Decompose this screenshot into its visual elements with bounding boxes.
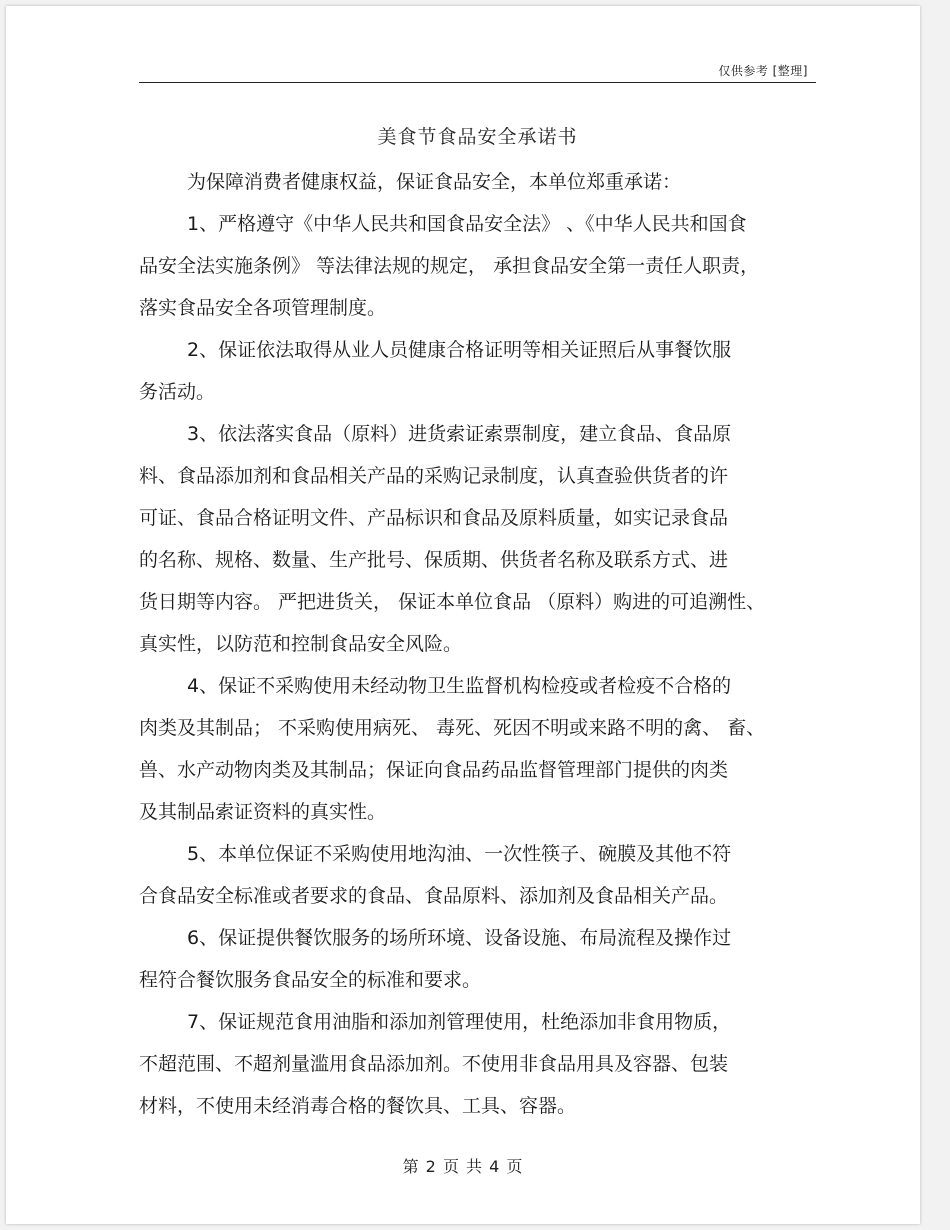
document-page — [6, 6, 920, 1224]
body-line: 材料，不使用未经消毒合格的餐饮具、工具、容器。 — [139, 1095, 577, 1117]
body-line: 肉类及其制品； 不采购使用病死、 毒死、死因不明或来路不明的禽、 畜、 — [139, 717, 766, 739]
header-note: 仅供参考 [整理] — [718, 64, 808, 78]
body-line: 落实食品安全各项管理制度。 — [139, 297, 387, 319]
body-line: 2、保证依法取得从业人员健康合格证明等相关证照后从事餐饮服 — [187, 339, 732, 361]
header-rule — [139, 82, 816, 83]
body-line: 料、食品添加剂和食品相关产品的采购记录制度，认真查验供货者的许 — [139, 465, 729, 487]
body-line: 务活动。 — [139, 381, 216, 403]
body-line: 不超范围、不超剂量滥用食品添加剂。不使用非食品用具及容器、包装 — [139, 1053, 729, 1075]
page-indicator: 第 2 页 共 4 页 — [402, 1157, 524, 1176]
body-line: 1、严格遵守《中华人民共和国食品安全法》 、《中华人民共和国食 — [187, 213, 747, 235]
body-line: 为保障消费者健康权益，保证食品安全，本单位郑重承诺： — [187, 171, 682, 193]
body-line: 兽、水产动物肉类及其制品；保证向食品药品监督管理部门提供的肉类 — [139, 759, 729, 781]
document-title: 美食节食品安全承诺书 — [377, 126, 578, 148]
document-body — [139, 161, 819, 1127]
body-line: 的名称、规格、数量、生产批号、保质期、供货者名称及联系方式、进 — [139, 549, 729, 571]
body-line: 合食品安全标准或者要求的食品、食品原料、添加剂及食品相关产品。 — [139, 885, 729, 907]
body-line: 品安全法实施条例》 等法律法规的规定， 承担食品安全第一责任人职责， — [139, 255, 760, 277]
body-line: 货日期等内容。 严把进货关， 保证本单位食品 （原料）购进的可追溯性、 — [139, 591, 766, 613]
body-line: 5、本单位保证不采购使用地沟油、一次性筷子、碗膜及其他不符 — [187, 843, 732, 865]
body-line: 6、保证提供餐饮服务的场所环境、设备设施、布局流程及操作过 — [187, 927, 732, 949]
body-line: 7、保证规范食用油脂和添加剂管理使用，杜绝添加非食用物质， — [187, 1011, 732, 1033]
body-line: 3、依法落实食品（原料）进货索证索票制度，建立食品、食品原 — [187, 423, 732, 445]
body-line: 4、保证不采购使用未经动物卫生监督机构检疫或者检疫不合格的 — [187, 675, 732, 697]
body-line: 程符合餐饮服务食品安全的标准和要求。 — [139, 969, 482, 991]
body-line: 及其制品索证资料的真实性。 — [139, 801, 387, 823]
body-line: 可证、食品合格证明文件、产品标识和食品及原料质量，如实记录食品 — [139, 507, 729, 529]
body-line: 真实性，以防范和控制食品安全风险。 — [139, 633, 463, 655]
